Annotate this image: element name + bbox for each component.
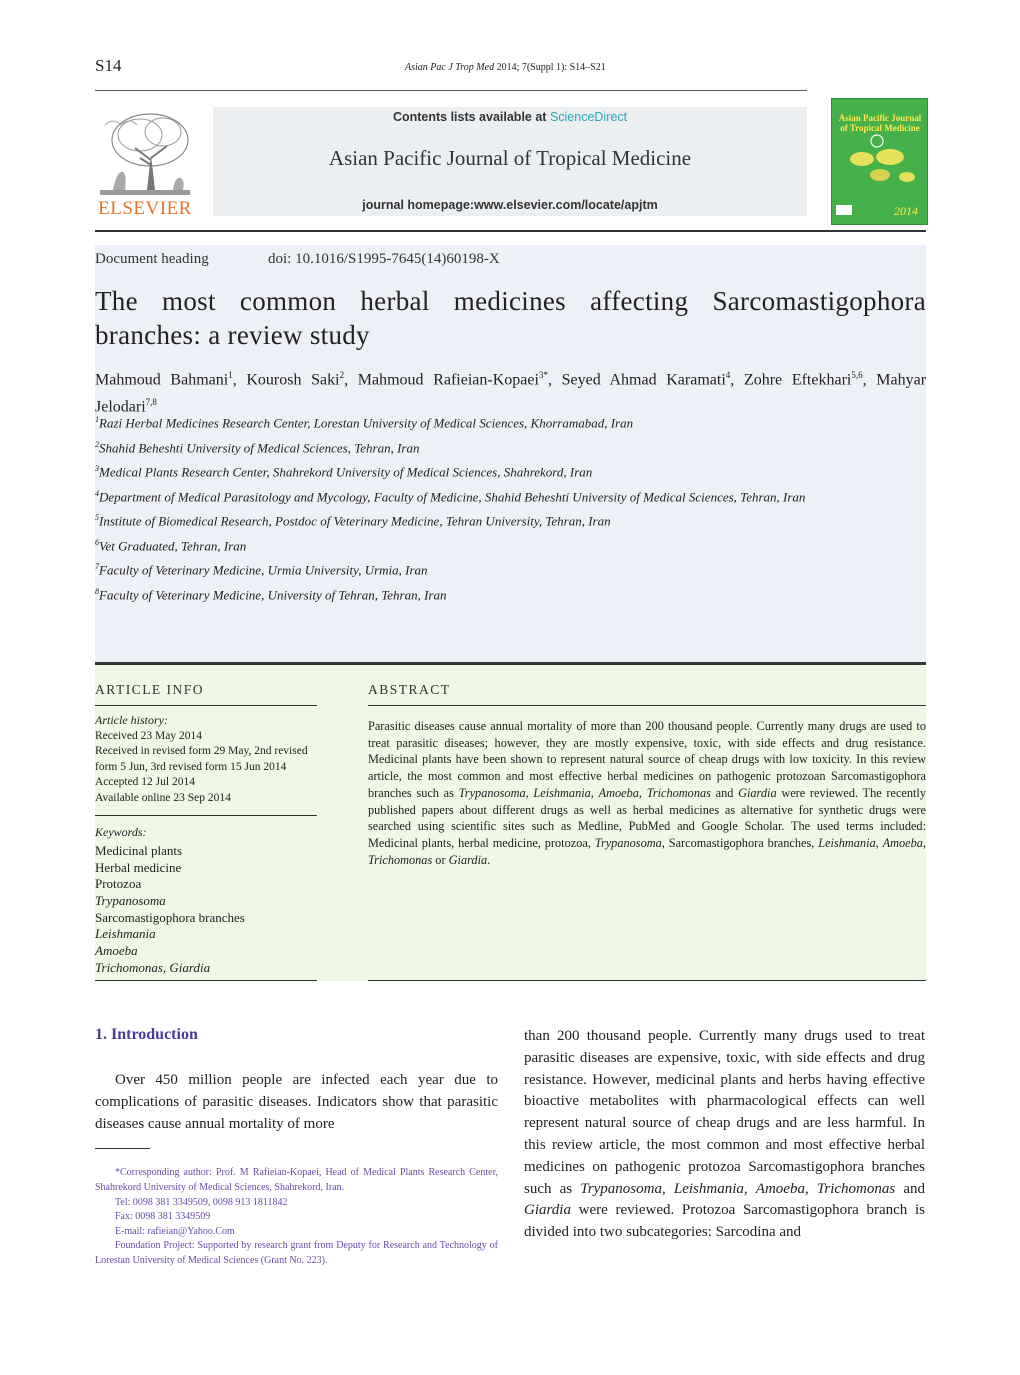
header-rule bbox=[95, 230, 926, 232]
abstract-text: Parasitic diseases cause annual mortality of more than 200 thousand people. Currently many drugs are used to treat parasitic diseases; however, they are mostly expensive, toxic, with side effects and drug resistance. Medicinal plants have been shown to represent natural source of cheap drugs with low toxicity. In this review article, the most common and most effective herbal medicines on pathogenic protozoan Sarcomastigophora branches such as Trypanosoma, Leishmania, Amoeba, Trichomonas and Giardia were reviewed. The recently published papers about different drugs as well as herbal medicines as alternative for synthetic drugs were searched using scientific sites such as Medline, PubMed and Google Scholar. The used terms included: Medicinal plants, herbal medicine, protozoa, Trypanosoma, Sarcomastigophora branches, Leishmania, Amoeba, Trichomonas or Giardia. bbox=[368, 719, 926, 867]
history-online: Available online 23 Sep 2014 bbox=[95, 792, 231, 804]
affiliation: $^4$Department of Medical Parasitology and Mycology, Faculty of Medicine, Shahid Beheshti University of Medical Sciences, Tehran, Iran bbox=[95, 489, 806, 505]
author-list: Mahmoud Bahmani$^1$, Kourosh Saki$^2$, Mahmoud Rafieian-Kopaei$^{3*}$, Seyed Ahmad Karamati$^4$, Zohre Eftekhari$^{5,6}$, Mahyar Jelodari$^{7,8}$ bbox=[95, 370, 927, 416]
affiliation: $^2$Shahid Beheshti University of Medical Sciences, Tehran, Iran bbox=[95, 440, 420, 456]
history-revised: Received in revised form 29 May, 2nd revised form 5 Jun, 3rd revised form 15 Jun 2014 bbox=[95, 745, 308, 773]
journal-cover bbox=[831, 98, 928, 225]
history-accepted: Accepted 12 Jul 2014 bbox=[95, 776, 195, 788]
contents-line bbox=[213, 110, 807, 124]
footnote-corresponding-author: *Corresponding author: Prof. M Rafieian-Kopaei, Head of Medical Plants Research Center, Shahrekord University of Medical Sciences, Shahrekord, Iran. bbox=[95, 1167, 498, 1193]
document-heading: Document heading bbox=[95, 251, 209, 267]
doi[interactable]: doi: 10.1016/S1995-7645(14)60198-X bbox=[268, 251, 500, 267]
elsevier-wordmark: ELSEVIER bbox=[98, 198, 192, 219]
affiliation: $^1$Razi Herbal Medicines Research Center, Lorestan University of Medical Sciences, Khorramabad, Iran bbox=[95, 415, 634, 431]
abstract-heading: ABSTRACT bbox=[368, 682, 451, 697]
divider bbox=[368, 705, 926, 706]
author-name: Mahyar Jelodari bbox=[95, 371, 927, 416]
divider bbox=[95, 815, 317, 816]
author-name: Mahmoud Rafieian-Kopaei bbox=[357, 371, 539, 389]
footnote-tel: Tel: 0098 381 3349509, 0098 913 1811842 bbox=[115, 1197, 288, 1208]
keywords-label: Keywords: bbox=[95, 825, 147, 839]
article-info-heading: ARTICLE INFO bbox=[95, 682, 205, 697]
keyword: Leishmania bbox=[95, 926, 156, 941]
citation: 2014; 7(Suppl 1): S14–S21 bbox=[496, 62, 606, 73]
body-text-column-2: than 200 thousand people. Currently many drugs used to treat parasitic diseases are expensive, toxic, with side effects and drug resistance. However, medicinal plants and herbs having effective bioactive metabolites with pharmacological effects can well represent natural source of cheap drugs and are less harmful. In this review article, the most common and most effective herbal medicines on pathogenic protozoa Sarcomastigophora branches such as Trypanosoma, Leishmania, Amoeba, Trichomonas and Giardia were reviewed. Protozoa Sarcomastigophora branch is divided into two subcategories: Sarcodina and bbox=[524, 1028, 926, 1241]
keyword: Herbal medicine bbox=[95, 860, 182, 875]
affiliation: $^8$Faculty of Veterinary Medicine, University of Tehran, Tehran, Iran bbox=[95, 587, 447, 603]
running-head bbox=[405, 62, 606, 73]
author-name: Mahmoud Bahmani bbox=[95, 371, 229, 389]
section-heading-introduction: 1. Introduction bbox=[95, 1026, 198, 1043]
cover-year: 2014 bbox=[894, 204, 918, 218]
author-name: Kourosh Saki bbox=[246, 371, 340, 389]
divider bbox=[368, 980, 926, 981]
history-label: Article history: bbox=[95, 713, 168, 727]
keyword: Protozoa bbox=[95, 876, 142, 891]
journal-homepage-link[interactable]: journal homepage:www.elsevier.com/locate/apjtm bbox=[362, 198, 658, 212]
footnote-rule bbox=[95, 1148, 150, 1149]
contents-prefix: Contents lists available at bbox=[392, 110, 550, 124]
divider bbox=[95, 705, 317, 706]
divider bbox=[95, 980, 317, 981]
journal-abbrev: Asian Pac J Trop Med bbox=[405, 62, 495, 73]
cover-map-graphic bbox=[832, 99, 927, 224]
keyword: Medicinal plants bbox=[95, 843, 183, 858]
article-title: The most common herbal medicines affecting Sarcomastigophora branches: a review study bbox=[95, 286, 926, 350]
affiliation: $^5$Institute of Biomedical Research, Postdoc of Veterinary Medicine, Tehran University, Tehran, Iran bbox=[95, 513, 611, 529]
keyword: Trichomonas, Giardia bbox=[95, 960, 211, 975]
history-received: Received 23 May 2014 bbox=[95, 730, 202, 742]
affiliation: $^7$Faculty of Veterinary Medicine, Urmia University, Urmia, Iran bbox=[95, 562, 428, 578]
journal-title: Asian Pacific Journal of Tropical Medicine bbox=[328, 146, 692, 170]
cover-title: Asian Pacific Journal of Tropical Medicine bbox=[838, 113, 922, 133]
author-name: Seyed Ahmad Karamati bbox=[561, 371, 726, 389]
footnote-fax: Fax: 0098 381 3349509 bbox=[115, 1211, 211, 1222]
author-name: Zohre Eftekhari bbox=[743, 371, 852, 389]
affiliation: $^3$Medical Plants Research Center, Shahrekord University of Medical Sciences, Shahrekord, Iran bbox=[95, 464, 593, 480]
top-rule bbox=[95, 90, 807, 91]
footnote-email[interactable]: E-mail: rafieian@Yahoo.Com bbox=[115, 1226, 235, 1237]
keyword: Sarcomastigophora branches bbox=[95, 910, 245, 925]
sciencedirect-link[interactable]: ScienceDirect bbox=[549, 110, 628, 124]
body-text-column-1: Over 450 million people are infected each year due to complications of parasitic diseases. Indicators show that parasitic diseases cause annual mortality of more bbox=[95, 1072, 498, 1132]
affiliation: $^6$Vet Graduated, Tehran, Iran bbox=[95, 538, 247, 554]
keyword: Trypanosoma bbox=[95, 893, 166, 908]
page-number: S14 bbox=[95, 56, 122, 75]
keyword: Amoeba bbox=[95, 943, 138, 958]
footnote-foundation: Foundation Project: Supported by research grant from Deputy for Research and Technology of Lorestan University of Medical Sciences (Grant No. 223). bbox=[95, 1240, 498, 1266]
